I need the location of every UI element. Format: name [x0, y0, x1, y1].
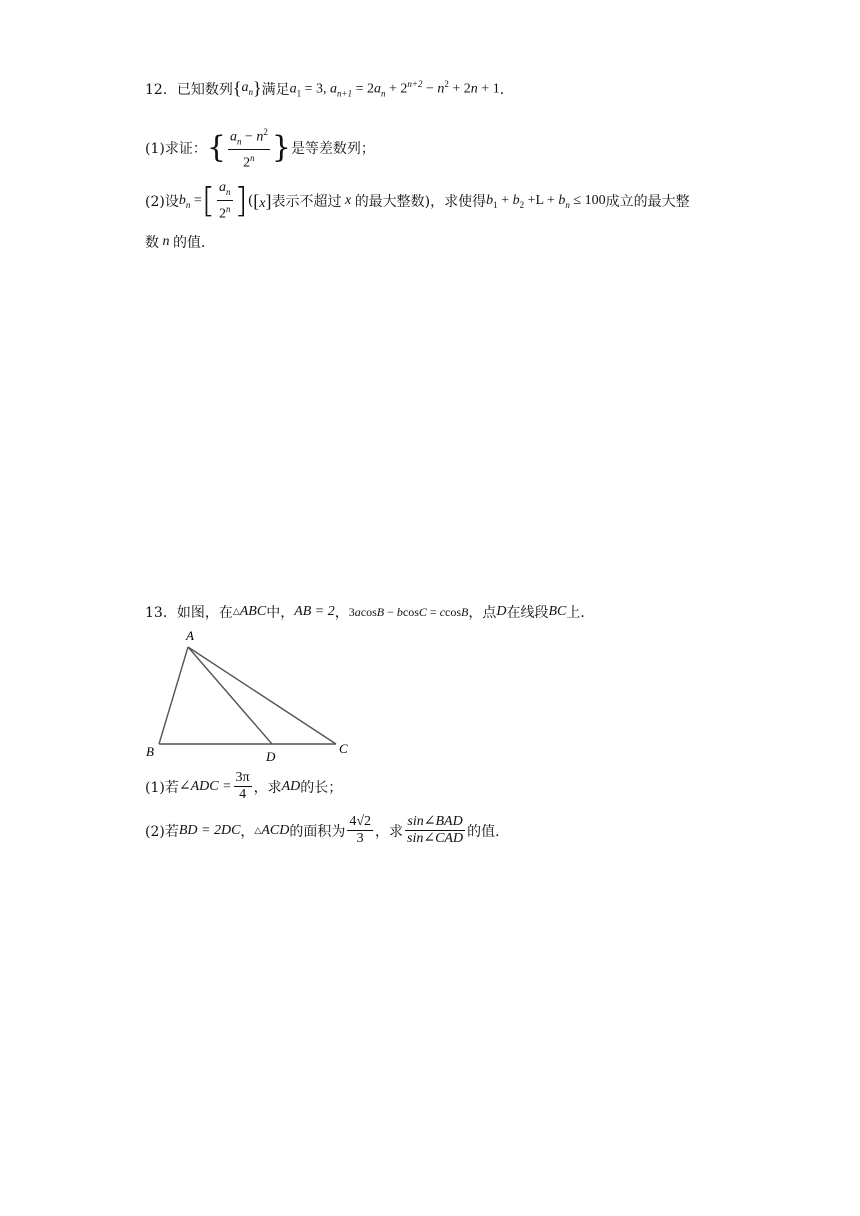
q13-p2-den: 3 [356, 831, 364, 846]
q12-p2-prefix: (2)设 [145, 194, 179, 211]
q13-intro: 如图，在 [176, 605, 233, 621]
side-ab [159, 647, 188, 744]
q13-statement [145, 602, 594, 622]
q13-p2-cond: BD = 2DC [178, 822, 241, 838]
floor-bracket-open: [ [201, 181, 216, 222]
q12-satisfies: 满足 [261, 81, 290, 98]
q13-p2-end: 的值． [467, 823, 510, 840]
q12-given: 已知数列 [176, 81, 233, 98]
q13-on: 在线段 [506, 605, 549, 621]
q13-comma: ， [334, 605, 349, 621]
q12-p2-mid3: 的最大整数)，求使得 [354, 194, 487, 211]
q12-p2-line2-end: 的值． [173, 235, 215, 251]
var-x: x [341, 193, 355, 209]
seq-brace-close: } [252, 78, 262, 98]
q12-part1 [145, 124, 375, 172]
triangle-symbol: △ [232, 607, 240, 617]
segment-ad [188, 647, 272, 744]
q13-p1-angle: ∠ADC = [178, 779, 232, 794]
set-brace-close: } [271, 130, 291, 166]
q12-p1-prefix: (1)求证： [145, 141, 207, 158]
set-brace-open: { [206, 130, 226, 166]
q12-p2-line2: 数 [145, 235, 159, 251]
q13-p1-fraction [234, 770, 252, 803]
q13-p2-comma: ， [240, 823, 255, 840]
sum-inequality: $b_1 + b_2 +L + b_n \le 100$ [486, 192, 606, 210]
q12-p1-suffix: 是等差数列； [290, 141, 375, 158]
q13-part2 [145, 814, 509, 847]
seq-an: $a_n$ [241, 80, 253, 97]
q13-p2-ask: ，求 [375, 823, 404, 840]
side-ac [188, 647, 336, 744]
q12-statement [145, 78, 514, 99]
label-b: B [146, 744, 154, 759]
label-d: D [266, 749, 276, 764]
label-c: C [339, 741, 348, 756]
q13-p1-den: 4 [239, 787, 247, 802]
q13-cos-relation: 3acosB − bcosC = ccosB [348, 604, 469, 619]
seq-brace-open: { [232, 78, 242, 98]
q13-ab: AB = 2 [294, 604, 335, 619]
q12-recurrence: $a_1 = 3$, $a_{n+1} = 2a_n + 2^{n+2} - n^2 + 2n + 1$ [289, 78, 500, 99]
bn-def: $b_n$ = [178, 192, 202, 210]
q12-p2-mid4: 成立的最大整 [605, 194, 690, 211]
q13-in: 中， [266, 605, 295, 621]
q12-number: 12． [145, 81, 177, 98]
q13-part1 [145, 770, 342, 803]
q12-p1-fraction: $\frac{a_n - n^2}{2^n}$ [228, 124, 270, 172]
q13-p2-num: 4√2 [349, 814, 372, 829]
q13-p2-area-fraction [347, 814, 373, 847]
q13-p1-end: 的长； [300, 779, 343, 796]
q13-p2-fnum: sin∠BAD [407, 814, 463, 829]
q12-p2-paren: ( [247, 193, 254, 210]
q12-part2 [145, 180, 690, 222]
q12-part2-line2 [145, 232, 215, 252]
q13-abc: ABC [239, 604, 267, 619]
q13-p1-num: 3π [235, 770, 250, 785]
bn-fraction: $\frac{a_n}{2^n}$ [219, 180, 231, 222]
q12-p2-mid2: 表示不超过 [271, 194, 342, 211]
q13-p2-acd: ACD [261, 822, 290, 838]
floor-x: [x] [253, 190, 272, 211]
label-a: A [186, 628, 194, 643]
q13-bc: BC [548, 604, 567, 619]
floor-bracket-close: ] [234, 181, 248, 222]
var-n: n [159, 234, 173, 249]
q13-point-d: ，点 [468, 605, 497, 621]
q13-p2-area: 的面积为 [289, 823, 346, 840]
q13-p1-prefix: (1)若 [145, 779, 179, 796]
triangle-symbol-2: △ [254, 825, 262, 836]
q13-p2-prefix: (2)若 [145, 823, 179, 840]
q13-up: 上． [566, 605, 595, 621]
q13-number: 13． [145, 605, 177, 621]
q13-p2-sin-fraction [405, 814, 465, 847]
q13-p1-ad: AD [281, 778, 301, 794]
q13-d: D [496, 604, 507, 619]
q12-end: ． [499, 81, 514, 98]
q13-p2-fden: sin∠CAD [407, 831, 464, 846]
triangle-figure [140, 625, 360, 765]
q13-p1-mid: ，求 [253, 779, 282, 796]
